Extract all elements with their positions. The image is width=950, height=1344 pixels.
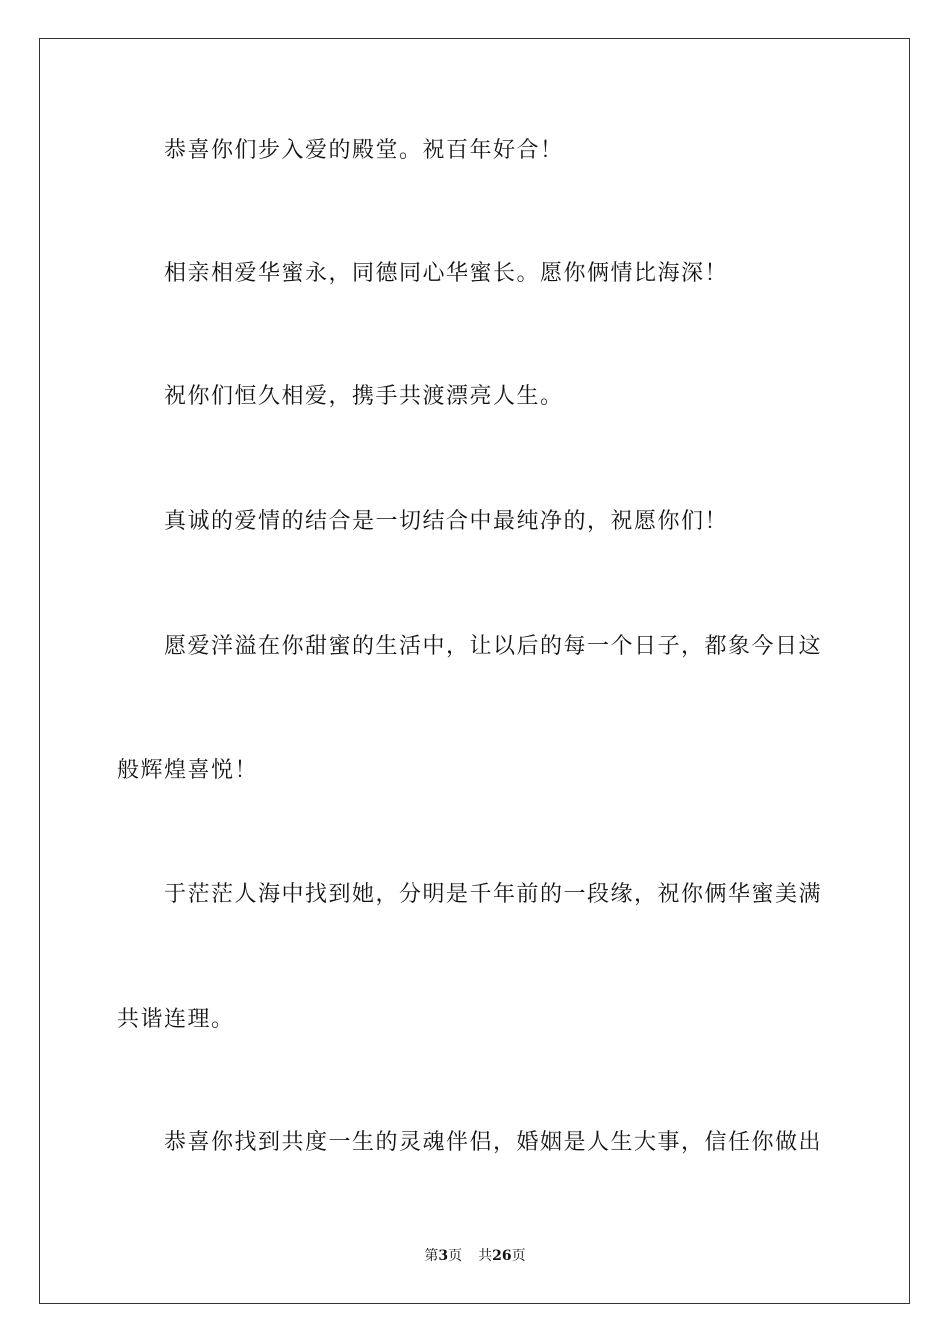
page-label-suffix: 页: [448, 1248, 463, 1264]
page-label-prefix: 第: [424, 1248, 439, 1264]
paragraph-1-line-1: 恭喜你们步入爱的殿堂。祝百年好合！: [164, 138, 564, 163]
page-border: [39, 38, 910, 1304]
paragraph-5-line-2: 般辉煌喜悦！: [117, 758, 259, 783]
paragraph-6-line-1: 于茫茫人海中找到她，分明是千年前的一段缘，祝你俩华蜜美满: [164, 882, 823, 907]
paragraph-2-line-1: 相亲相爱华蜜永，同德同心华蜜长。愿你俩情比海深！: [164, 261, 729, 286]
paragraph-6-line-2: 共谐连理。: [117, 1007, 235, 1032]
total-pages: 26: [492, 1248, 512, 1264]
paragraph-7-line-1: 恭喜你找到共度一生的灵魂伴侣，婚姻是人生大事，信任你做出: [164, 1130, 823, 1155]
paragraph-5-line-1: 愿爱洋溢在你甜蜜的生活中，让以后的每一个日子，都象今日这: [164, 634, 823, 659]
paragraph-4-line-1: 真诚的爱情的结合是一切结合中最纯净的，祝愿你们！: [164, 509, 729, 534]
paragraph-3-line-1: 祝你们恒久相爱，携手共渡漂亮人生。: [164, 384, 564, 409]
total-label-prefix: 共: [478, 1248, 493, 1264]
total-label-suffix: 页: [511, 1248, 526, 1264]
page-number: 3: [438, 1248, 449, 1264]
page-footer: [0, 1247, 950, 1265]
